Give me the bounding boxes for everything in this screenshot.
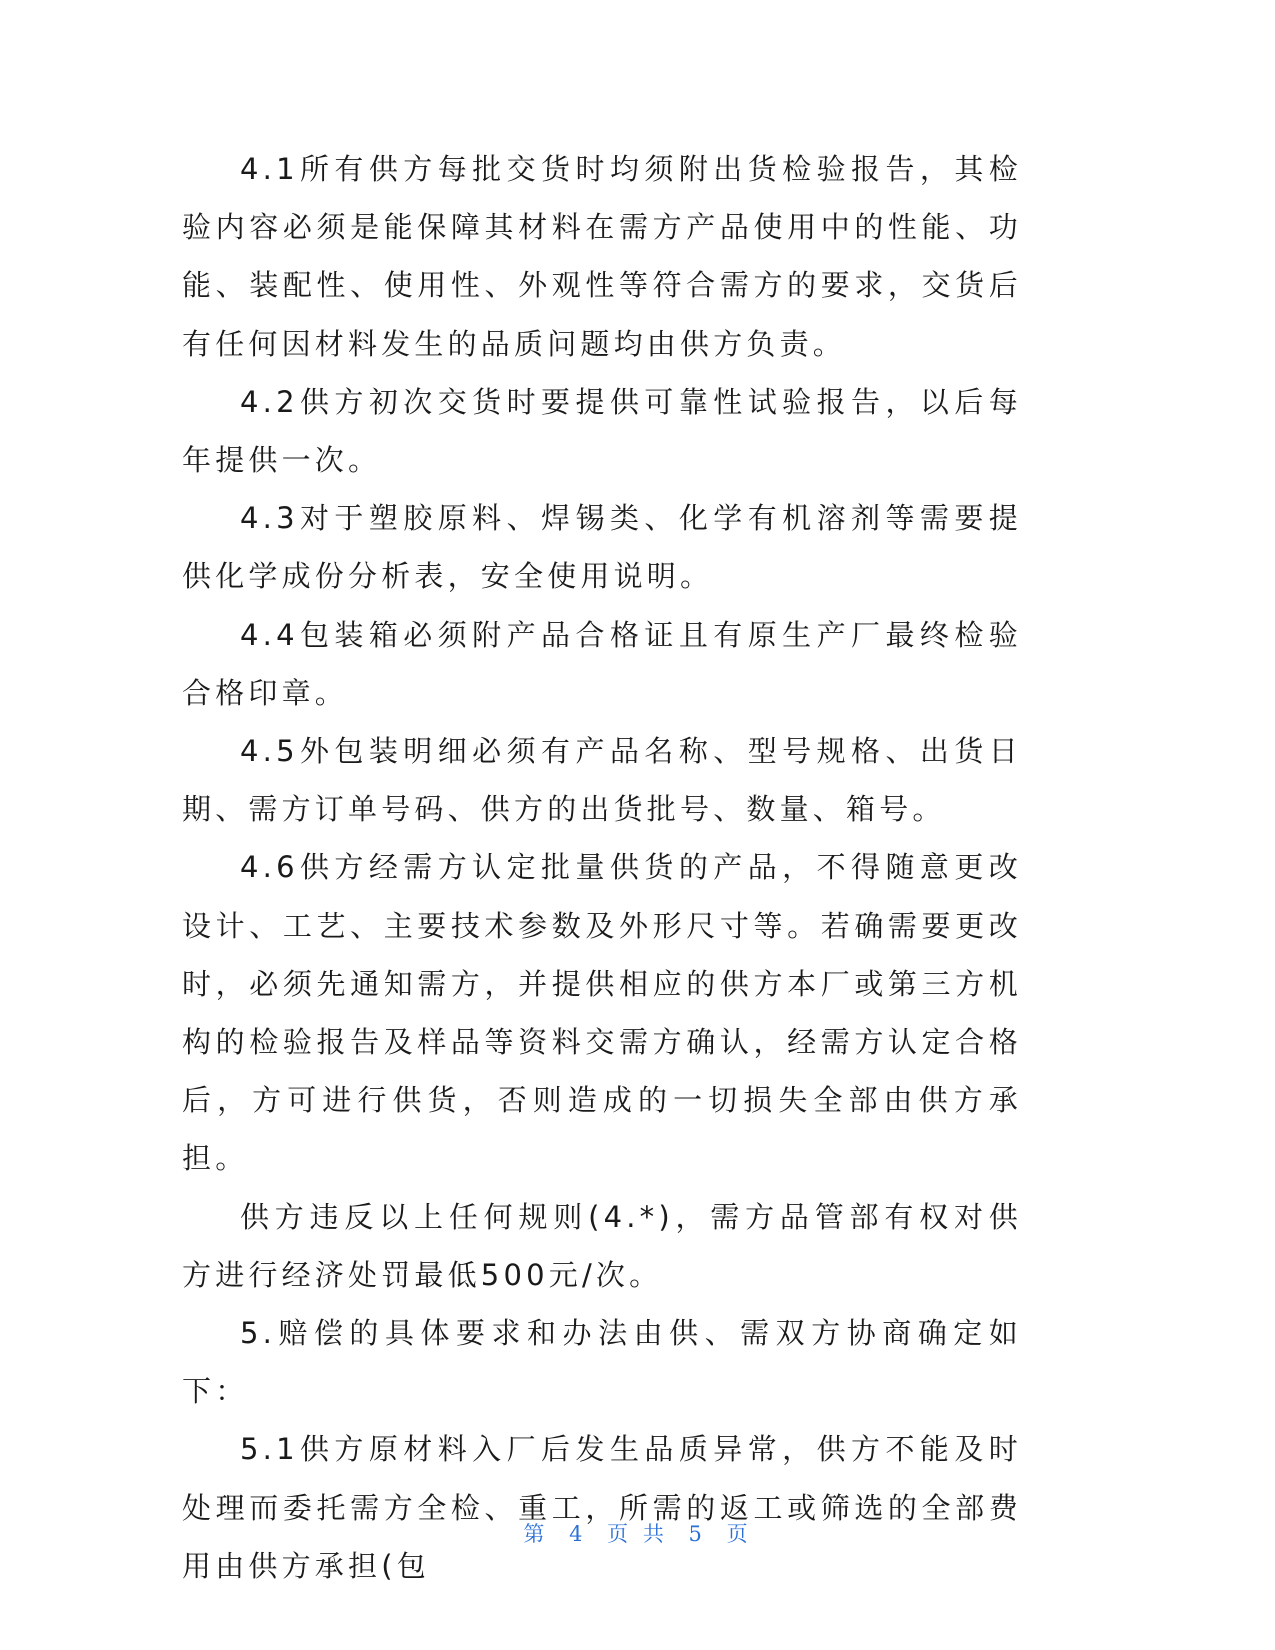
paragraph-5: 5.赔偿的具体要求和办法由供、需双方协商确定如下： [182, 1316, 1022, 1409]
page-footer [0, 1518, 1275, 1548]
document-body [182, 140, 1022, 1595]
footer-total-pages: 5 [688, 1522, 706, 1546]
paragraph-5-1: 5.1供方原材料入厂后发生品质异常，供方不能及时处理而委托需方全检、重工，所需的返工或筛选的全部费用由供方承担(包 [182, 1432, 1022, 1583]
footer-prefix: 第 [523, 1522, 549, 1546]
paragraph-penalty: 供方违反以上任何规则(4.*)，需方品管部有权对供方进行经济处罚最低500元/次。 [182, 1199, 1022, 1292]
paragraph-4-6: 4.6供方经需方认定批量供货的产品，不得随意更改设计、工艺、主要技术参数及外形尺寸等。若确需要更改时，必须先通知需方，并提供相应的供方本厂或第三方机构的检验报告及样品等资料交需方确认，经需方认定合格后，方可进行供货，否则造成的一切损失全部由供方承担。 [182, 850, 1022, 1176]
footer-current-page: 4 [569, 1522, 587, 1546]
paragraph-4-4: 4.4包装箱必须附产品合格证且有原生产厂最终检验合格印章。 [182, 617, 1022, 710]
paragraph-4-5: 4.5外包装明细必须有产品名称、型号规格、出货日期、需方订单号码、供方的出货批号、数量、箱号。 [182, 734, 1022, 827]
footer-middle: 页 共 [607, 1522, 668, 1546]
paragraph-4-1: 4.1所有供方每批交货时均须附出货检验报告，其检验内容必须是能保障其材料在需方产品使用中的性能、功能、装配性、使用性、外观性等符合需方的要求，交货后有任何因材料发生的品质问题均由供方负责。 [182, 152, 1022, 361]
footer-suffix: 页 [726, 1522, 752, 1546]
paragraph-4-2: 4.2供方初次交货时要提供可靠性试验报告，以后每年提供一次。 [182, 384, 1022, 478]
paragraph-4-3: 4.3对于塑胶原料、焊锡类、化学有机溶剂等需要提供化学成份分析表，安全使用说明。 [182, 501, 1022, 594]
